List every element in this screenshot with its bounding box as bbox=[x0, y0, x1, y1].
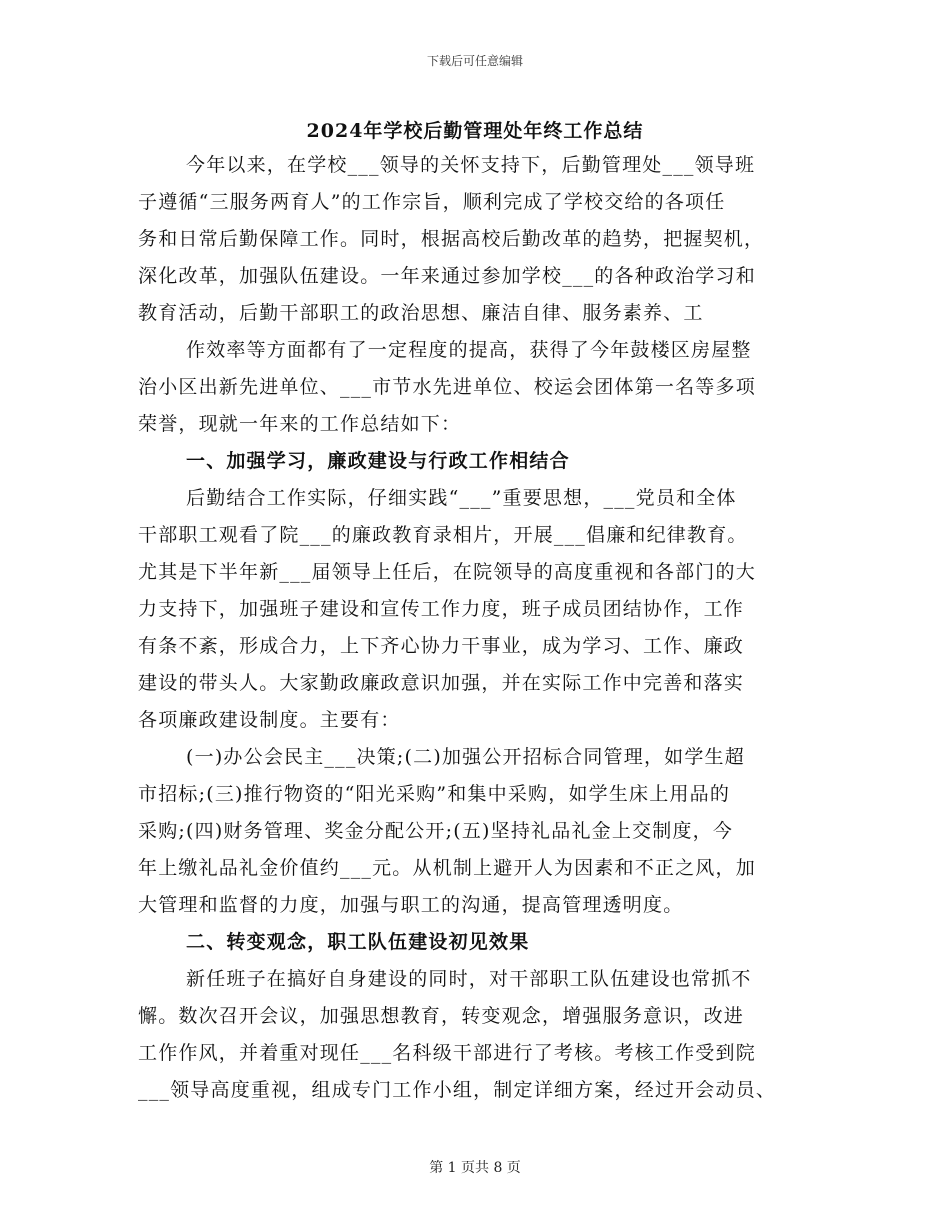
body-line: 作效率等方面都有了一定程度的提高，获得了今年鼓楼区房屋整 bbox=[186, 339, 752, 361]
body-line: 建设的带头人。大家勤政廉政意识加强，并在实际工作中完善和落实 bbox=[138, 672, 745, 694]
document-title: 2024年学校后勤管理处年终工作总结 bbox=[306, 120, 644, 142]
body-line: 新任班子在搞好自身建设的同时，对干部职工队伍建设也常抓不 bbox=[186, 968, 752, 990]
body-line: 工作作风，并着重对现任___名科级干部进行了考核。考核工作受到院 bbox=[138, 1042, 756, 1064]
section-heading-2: 二、转变观念，职工队伍建设初见效果 bbox=[186, 931, 530, 953]
body-line: 市招标;(三)推行物资的“阳光采购”和集中采购，如学生床上用品的 bbox=[138, 783, 731, 805]
body-line: 深化改革，加强队伍建设。一年来通过参加学校___的各种政治学习和 bbox=[138, 265, 756, 287]
body-line: 今年以来，在学校___领导的关怀支持下，后勤管理处___领导班 bbox=[186, 154, 756, 176]
body-line: 力支持下，加强班子建设和宣传工作力度，班子成员团结协作，工作 bbox=[138, 598, 745, 620]
body-line: 尤其是下半年新___届领导上任后，在院领导的高度重视和各部门的大 bbox=[138, 561, 756, 583]
body-line: 有条不紊，形成合力，上下齐心协力干事业，成为学习、工作、廉政 bbox=[138, 635, 745, 657]
body-line: 采购;(四)财务管理、奖金分配公开;(五)坚持礼品礼金上交制度，今 bbox=[138, 820, 734, 842]
body-line: 年上缴礼品礼金价值约___元。从机制上避开人为因素和不正之风，加 bbox=[138, 857, 756, 879]
body-line: 教育活动，后勤干部职工的政治思想、廉洁自律、服务素养、工 bbox=[138, 302, 704, 324]
body-line: 大管理和监督的力度，加强与职工的沟通，提高管理透明度。 bbox=[138, 894, 684, 916]
body-line: 各项廉政建设制度。主要有： bbox=[138, 709, 401, 731]
body-line: 子遵循“三服务两育人”的工作宗旨，顺利完成了学校交给的各项任 bbox=[138, 191, 726, 213]
body-line: ___领导高度重视，组成专门工作小组，制定详细方案，经过开会动员、 bbox=[138, 1079, 777, 1101]
body-line: 干部职工观看了院___的廉政教育录相片，开展___倡廉和纪律教育。 bbox=[138, 524, 748, 546]
body-line: 后勤结合工作实际，仔细实践“___”重要思想，___党员和全体 bbox=[186, 487, 737, 509]
page-number: 第 1 页共 8 页 bbox=[429, 1160, 521, 1176]
body-line: 治小区出新先进单位、___市节水先进单位、校运会团体第一名等多项 bbox=[138, 376, 756, 398]
body-line: (一)办公会民主___决策;(二)加强公开招标合同管理，如学生超 bbox=[186, 746, 745, 768]
body-line: 务和日常后勤保障工作。同时，根据高校后勤改革的趋势，把握契机， bbox=[138, 228, 765, 250]
body-line: 荣誉，现就一年来的工作总结如下： bbox=[138, 413, 462, 435]
section-heading-1: 一、加强学习，廉政建设与行政工作相结合 bbox=[186, 450, 570, 472]
header-note: 下载后可任意编辑 bbox=[426, 54, 523, 68]
body-line: 懈。数次召开会议，加强思想教育，转变观念，增强服务意识，改进 bbox=[138, 1005, 745, 1027]
